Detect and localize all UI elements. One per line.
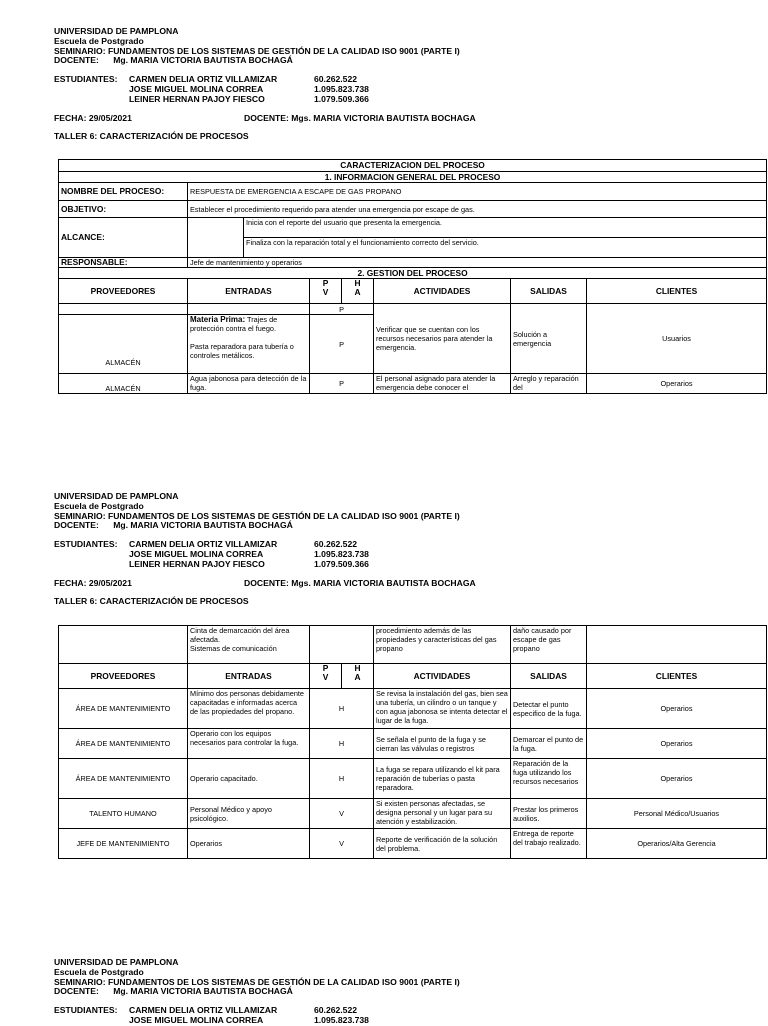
student-name: CARMEN DELIA ORTIZ VILLAMIZAR bbox=[129, 74, 278, 85]
docente-label: DOCENTE: bbox=[54, 55, 99, 66]
entrada-cell: Agua jabonosa para detección de la fuga. bbox=[188, 374, 310, 394]
cliente-cell: Usuarios bbox=[587, 304, 767, 374]
table-row bbox=[59, 729, 767, 759]
seminar-title: SEMINARIO: FUNDAMENTOS DE LOS SISTEMAS DE GESTIÓN DE LA CALIDAD ISO 9001 (PARTE I) bbox=[54, 976, 460, 987]
proveedor-cell: ALMACÉN bbox=[59, 315, 188, 374]
student-row bbox=[54, 1016, 460, 1026]
school-name: Escuela de Postgrado bbox=[54, 966, 144, 977]
student-id: 1.079.509.366 bbox=[314, 558, 369, 569]
proveedor-cell: ÁREA DE MANTENIMIENTO bbox=[59, 689, 188, 729]
col-p: P bbox=[322, 278, 329, 288]
proveedor-cell: ALMACÉN bbox=[59, 374, 188, 394]
student-id: 60.262.522 bbox=[314, 539, 358, 550]
table-row bbox=[59, 304, 767, 315]
cliente-cell: Operarios/Alta Gerencia bbox=[587, 829, 767, 859]
docente-name: Mg. MARIA VICTORIA BAUTISTA BOCHAGÁ bbox=[113, 520, 293, 531]
student-name: LEINER HERNAN PAJOY FIESCO bbox=[129, 558, 265, 569]
table-title: CARACTERIZACION DEL PROCESO bbox=[59, 160, 767, 172]
actividad-cell: La fuga se repara utilizando el kit para reparación de tuberías o pasta reparadora. bbox=[374, 759, 511, 799]
salida-cell: Arreglo y reparación del bbox=[511, 374, 587, 394]
col-proveedores: PROVEEDORES bbox=[59, 664, 188, 689]
col-v: V bbox=[322, 672, 329, 682]
actividad-cell: Si existen personas afectadas, se designa personal y un lugar para su atención y estabilización. bbox=[374, 799, 511, 829]
actividad-cell: Reporte de verificación de la solución del problema. bbox=[374, 829, 511, 859]
alcance-blank bbox=[188, 218, 244, 258]
col-salidas: SALIDAS bbox=[511, 664, 587, 689]
col-a: A bbox=[354, 672, 361, 682]
table-row bbox=[59, 759, 767, 799]
students-label: ESTUDIANTES: bbox=[54, 1005, 118, 1016]
school-name: Escuela de Postgrado bbox=[54, 35, 144, 46]
table-row bbox=[59, 374, 767, 394]
student-row bbox=[54, 95, 476, 105]
actividad-cell: El personal asignado para atender la emergencia debe conocer el bbox=[374, 374, 511, 394]
university-name: UNIVERSIDAD DE PAMPLONA bbox=[54, 26, 179, 36]
fecha: FECHA: 29/05/2021 bbox=[54, 577, 132, 588]
phva-cell: H bbox=[310, 689, 374, 729]
university-name: UNIVERSIDAD DE PAMPLONA bbox=[54, 491, 179, 501]
salida-cell: Detectar el punto especifico de la fuga. bbox=[511, 689, 587, 729]
col-clientes: CLIENTES bbox=[587, 279, 767, 304]
col-proveedores: PROVEEDORES bbox=[59, 279, 188, 304]
col-h: H bbox=[354, 663, 361, 673]
cliente-cell: Operarios bbox=[587, 689, 767, 729]
students-label: ESTUDIANTES: bbox=[54, 74, 118, 85]
phva-cell: P bbox=[310, 315, 374, 374]
phva-cell: V bbox=[310, 829, 374, 859]
entrada-cell: Operario con los equipos necesarios para controlar la fuga. bbox=[188, 729, 310, 759]
header-block-1 bbox=[54, 27, 476, 142]
proveedor-cell: TALENTO HUMANO bbox=[59, 799, 188, 829]
student-id: 1.079.509.366 bbox=[314, 93, 369, 104]
entrada-cell: Personal Médico y apoyo psicológico. bbox=[188, 799, 310, 829]
docente-name: Mg. MARIA VICTORIA BAUTISTA BOCHAGÁ bbox=[113, 986, 293, 997]
salida-cell: daño causado por escape de gas propano bbox=[511, 626, 587, 664]
process-table-2 bbox=[58, 625, 767, 859]
table-row bbox=[59, 689, 767, 729]
student-name: CARMEN DELIA ORTIZ VILLAMIZAR bbox=[129, 539, 278, 550]
col-actividades: ACTIVIDADES bbox=[374, 664, 511, 689]
university-name: UNIVERSIDAD DE PAMPLONA bbox=[54, 957, 179, 967]
phva-cell: H bbox=[310, 759, 374, 799]
proveedor-cell: ÁREA DE MANTENIMIENTO bbox=[59, 759, 188, 799]
nombre-value: RESPUESTA DE EMERGENCIA A ESCAPE DE GAS PROPANO bbox=[188, 183, 767, 201]
cliente-cell: Operarios bbox=[587, 759, 767, 799]
proveedor-cell: ÁREA DE MANTENIMIENTO bbox=[59, 729, 188, 759]
student-id: 1.095.823.738 bbox=[314, 548, 369, 559]
docente-label: DOCENTE: bbox=[54, 986, 99, 997]
col-p: P bbox=[322, 663, 329, 673]
entrada-cell bbox=[188, 315, 310, 374]
student-row bbox=[54, 75, 476, 85]
entrada-text: Trajes de protección contra el fuego. bbox=[190, 315, 278, 333]
taller-title: TALLER 6: CARACTERIZACIÓN DE PROCESOS bbox=[54, 131, 249, 142]
col-entradas: ENTRADAS bbox=[188, 279, 310, 304]
table-row bbox=[59, 626, 767, 664]
actividad-cell: Se señala el punto de la fuga y se cierran las válvulas o registros bbox=[374, 729, 511, 759]
student-name: JOSE MIGUEL MOLINA CORREA bbox=[129, 1014, 264, 1025]
student-row bbox=[54, 560, 476, 570]
col-h-a bbox=[342, 279, 374, 304]
header-block-2 bbox=[54, 492, 476, 607]
school-name: Escuela de Postgrado bbox=[54, 500, 144, 511]
alcance-fin: Finaliza con la reparación total y el funcionamiento correcto del servicio. bbox=[244, 238, 767, 258]
student-id: 60.262.522 bbox=[314, 1005, 358, 1016]
students-label: ESTUDIANTES: bbox=[54, 539, 118, 550]
salida-cell: Entrega de reporte del trabajo realizado. bbox=[511, 829, 587, 859]
phva-cell: P bbox=[310, 304, 374, 315]
salida-cell: Solución a emergencia bbox=[511, 304, 587, 374]
docente-full: DOCENTE: Mgs. MARIA VICTORIA BAUTISTA BOCHAGA bbox=[244, 112, 476, 123]
cliente-cell: Personal Médico/Usuarios bbox=[587, 799, 767, 829]
student-name: CARMEN DELIA ORTIZ VILLAMIZAR bbox=[129, 1005, 278, 1016]
alcance-label: ALCANCE: bbox=[59, 218, 188, 258]
student-id: 60.262.522 bbox=[314, 74, 358, 85]
cliente-cell: Operarios bbox=[587, 729, 767, 759]
docente-line bbox=[54, 521, 476, 531]
docente-name: Mg. MARIA VICTORIA BAUTISTA BOCHAGÁ bbox=[113, 55, 293, 66]
col-h-a bbox=[342, 664, 374, 689]
actividad-cell: Verificar que se cuentan con los recursos necesarios para atender la emergencia. bbox=[374, 304, 511, 374]
entrada-text: Pasta reparadora para tubería o controles metálicos. bbox=[190, 342, 294, 360]
col-salidas: SALIDAS bbox=[511, 279, 587, 304]
taller-title: TALLER 6: CARACTERIZACIÓN DE PROCESOS bbox=[54, 596, 249, 607]
entrada-cell: Cinta de demarcación del área afectada. Sistemas de comunicación bbox=[188, 626, 310, 664]
student-name: JOSE MIGUEL MOLINA CORREA bbox=[129, 548, 264, 559]
docente-label: DOCENTE: bbox=[54, 520, 99, 531]
student-id: 1.095.823.738 bbox=[314, 83, 369, 94]
cliente-cell: Operarios bbox=[587, 374, 767, 394]
col-entradas: ENTRADAS bbox=[188, 664, 310, 689]
col-clientes: CLIENTES bbox=[587, 664, 767, 689]
alcance-inicio: Inicia con el reporte del usuario que presenta la emergencia. bbox=[244, 218, 767, 238]
col-h: H bbox=[354, 278, 361, 288]
actividad-cell: Se revisa la instalación del gas, bien sea una tubería, un cilindro o un tanque y con agua jabonosa se intenta detectar el lugar de la fuga. bbox=[374, 689, 511, 729]
nombre-label: NOMBRE DEL PROCESO: bbox=[59, 183, 188, 201]
fecha-line bbox=[54, 579, 476, 589]
fecha-line bbox=[54, 114, 476, 124]
col-p-v bbox=[310, 279, 342, 304]
col-a: A bbox=[354, 287, 361, 297]
phva-cell: V bbox=[310, 799, 374, 829]
student-name: LEINER HERNAN PAJOY FIESCO bbox=[129, 93, 265, 104]
seminar-title: SEMINARIO: FUNDAMENTOS DE LOS SISTEMAS DE GESTIÓN DE LA CALIDAD ISO 9001 (PARTE I) bbox=[54, 45, 460, 56]
phva-cell: P bbox=[310, 374, 374, 394]
phva-cell: H bbox=[310, 729, 374, 759]
student-name: JOSE MIGUEL MOLINA CORREA bbox=[129, 83, 264, 94]
responsable-value: Jefe de mantenimiento y operarios bbox=[188, 258, 767, 268]
entrada-cell: Operarios bbox=[188, 829, 310, 859]
entrada-cell: Operario capacitado. bbox=[188, 759, 310, 799]
section-2-title: 2. GESTION DEL PROCESO bbox=[59, 268, 767, 279]
objetivo-value: Establecer el procedimiento requerido para atender una emergencia por escape de gas. bbox=[188, 201, 767, 218]
col-v: V bbox=[322, 287, 329, 297]
section-1-title: 1. INFORMACION GENERAL DEL PROCESO bbox=[59, 172, 767, 183]
salida-cell: Prestar los primeros auxilios. bbox=[511, 799, 587, 829]
table-row bbox=[59, 799, 767, 829]
col-p-v bbox=[310, 664, 342, 689]
docente-line bbox=[54, 987, 460, 997]
actividad-cell: procedimiento además de las propiedades y características del gas propano bbox=[374, 626, 511, 664]
docente-full: DOCENTE: Mgs. MARIA VICTORIA BAUTISTA BOCHAGA bbox=[244, 577, 476, 588]
header-block-3 bbox=[54, 958, 460, 1026]
entrada-cell: Mínimo dos personas debidamente capacitadas e informadas acerca de las propiedades del propano. bbox=[188, 689, 310, 729]
process-table-1 bbox=[58, 159, 767, 394]
entrada-bold: Materia Prima: bbox=[190, 315, 246, 324]
objetivo-label: OBJETIVO: bbox=[59, 201, 188, 218]
seminar-title: SEMINARIO: FUNDAMENTOS DE LOS SISTEMAS DE GESTIÓN DE LA CALIDAD ISO 9001 (PARTE I) bbox=[54, 510, 460, 521]
salida-cell: Demarcar el punto de la fuga. bbox=[511, 729, 587, 759]
col-actividades: ACTIVIDADES bbox=[374, 279, 511, 304]
table-row bbox=[59, 829, 767, 859]
student-row bbox=[54, 540, 476, 550]
responsable-label: RESPONSABLE: bbox=[59, 258, 188, 268]
docente-line bbox=[54, 56, 476, 66]
student-id: 1.095.823.738 bbox=[314, 1014, 369, 1025]
proveedor-cell: JEFE DE MANTENIMIENTO bbox=[59, 829, 188, 859]
salida-cell: Reparación de la fuga utilizando los recursos necesarios bbox=[511, 759, 587, 799]
fecha: FECHA: 29/05/2021 bbox=[54, 112, 132, 123]
